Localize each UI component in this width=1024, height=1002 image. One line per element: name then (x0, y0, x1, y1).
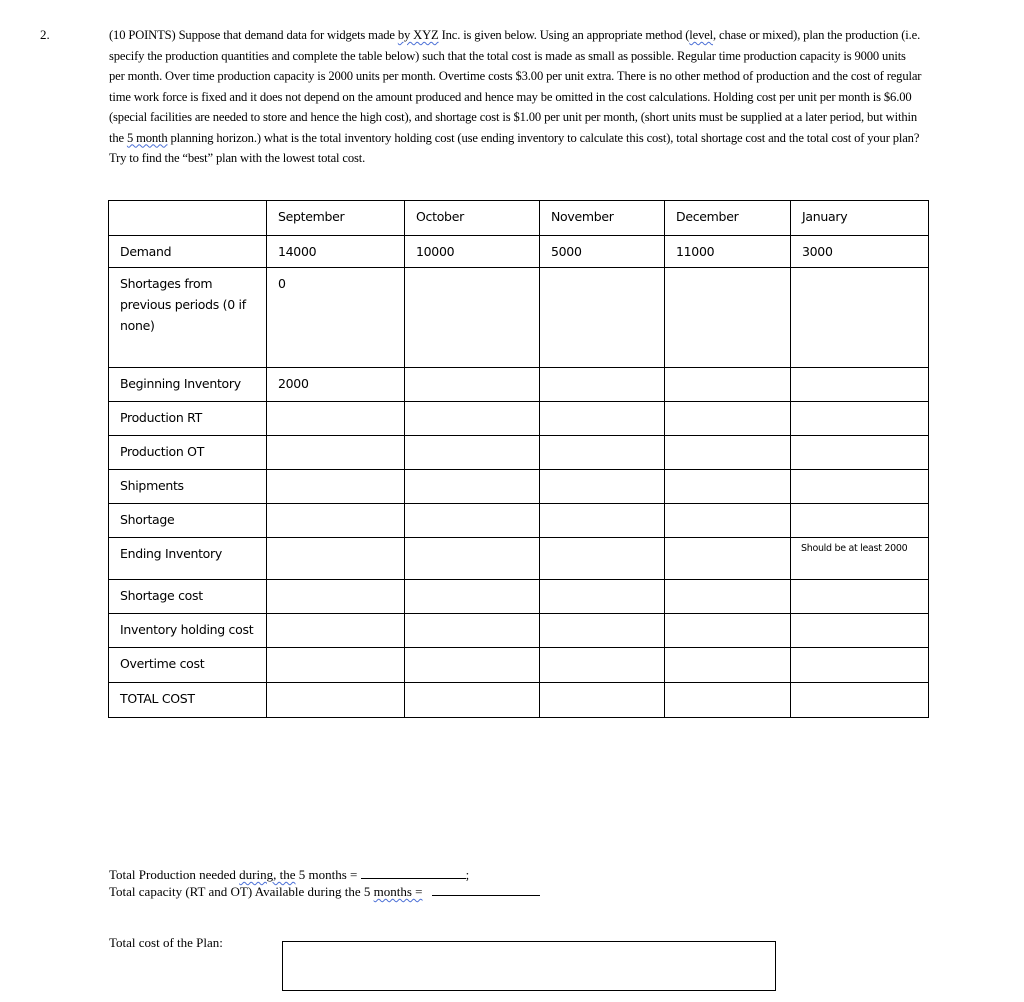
table-cell[interactable] (665, 538, 791, 580)
table-cell[interactable] (405, 648, 540, 683)
table-cell[interactable] (791, 268, 929, 368)
row-label: Shipments (109, 470, 267, 504)
production-plan-table (108, 200, 929, 718)
row-label: Shortages from previous periods (0 if none) (109, 268, 267, 368)
table-cell[interactable] (791, 470, 929, 504)
table-cell[interactable] (665, 470, 791, 504)
table-cell[interactable]: 3000 (791, 236, 929, 268)
month-header: December (665, 201, 791, 236)
total-production-blank[interactable] (361, 866, 466, 879)
table-row (109, 368, 929, 402)
table-cell[interactable] (665, 268, 791, 368)
row-label: Inventory holding cost (109, 614, 267, 648)
table-row (109, 470, 929, 504)
table-cell[interactable] (540, 504, 665, 538)
table-cell[interactable] (267, 470, 405, 504)
table-row (109, 436, 929, 470)
table-cell[interactable] (405, 436, 540, 470)
table-cell[interactable] (791, 368, 929, 402)
table-row (109, 683, 929, 718)
table-row (109, 580, 929, 614)
table-cell[interactable]: Should be at least 2000 (791, 538, 929, 580)
table-row (109, 538, 929, 580)
table-cell[interactable] (540, 436, 665, 470)
table-cell[interactable]: 14000 (267, 236, 405, 268)
text: planning horizon.) what is the total inventory holding cost (use ending inventory to calculate this cost), total shortage cost and the total cost of your plan? Try to find the “best” plan with the lowest total cost. (109, 130, 920, 165)
table-cell[interactable] (665, 648, 791, 683)
table-cell[interactable] (540, 538, 665, 580)
table-cell[interactable] (791, 683, 929, 718)
question-text (109, 25, 924, 169)
month-header: September (267, 201, 405, 236)
row-label: Production RT (109, 402, 267, 436)
spellcheck-word: level (689, 28, 714, 42)
table-cell[interactable] (540, 648, 665, 683)
table-cell[interactable] (791, 504, 929, 538)
table-cell[interactable] (791, 436, 929, 470)
total-cost-label: Total cost of the Plan: (109, 935, 223, 950)
table-cell[interactable] (267, 614, 405, 648)
table-row (109, 268, 929, 368)
table-cell[interactable] (405, 368, 540, 402)
table-cell[interactable] (540, 368, 665, 402)
text: Total Production needed (109, 867, 240, 882)
text: ; (465, 867, 470, 882)
table-cell[interactable] (540, 402, 665, 436)
table-cell[interactable] (405, 683, 540, 718)
table-cell[interactable] (405, 538, 540, 580)
row-label: Overtime cost (109, 648, 267, 683)
table-cell[interactable] (267, 538, 405, 580)
table-row (109, 402, 929, 436)
table-row (109, 614, 929, 648)
table-cell[interactable] (665, 683, 791, 718)
table-cell[interactable]: 2000 (267, 368, 405, 402)
table-cell[interactable] (267, 436, 405, 470)
month-header: November (540, 201, 665, 236)
text: (10 POINTS) Suppose that demand data for widgets made (109, 28, 398, 42)
spellcheck-word: during, the (239, 867, 296, 882)
table-cell[interactable] (665, 614, 791, 648)
table-cell[interactable] (405, 402, 540, 436)
table-cell[interactable] (665, 504, 791, 538)
table-cell[interactable] (665, 368, 791, 402)
text: Inc. is given below. Using an appropriate method ( (438, 28, 690, 42)
row-label: Production OT (109, 436, 267, 470)
row-label: Shortage cost (109, 580, 267, 614)
total-capacity-blank[interactable] (432, 883, 540, 896)
row-label: Shortage (109, 504, 267, 538)
table-cell[interactable] (791, 648, 929, 683)
table-cell[interactable] (405, 470, 540, 504)
total-capacity-line (109, 883, 540, 900)
table-row (109, 504, 929, 538)
spellcheck-word: 5 month (126, 130, 168, 145)
table-cell[interactable] (267, 504, 405, 538)
table-cell[interactable] (540, 268, 665, 368)
header-row (109, 201, 929, 236)
table-cell[interactable] (267, 402, 405, 436)
corner-cell (109, 201, 267, 236)
row-label: Demand (109, 236, 267, 268)
table-cell[interactable] (405, 614, 540, 648)
table-cell[interactable]: 0 (267, 268, 405, 368)
table-row (109, 648, 929, 683)
table-cell[interactable] (405, 268, 540, 368)
table-cell[interactable] (405, 580, 540, 614)
table-cell[interactable] (267, 683, 405, 718)
month-header: January (791, 201, 929, 236)
total-production-line (109, 866, 469, 883)
table-cell[interactable] (540, 470, 665, 504)
spellcheck-word: months = (373, 884, 423, 899)
total-cost-box[interactable] (282, 941, 776, 991)
table-cell[interactable] (267, 648, 405, 683)
table-cell[interactable]: 11000 (665, 236, 791, 268)
table-cell[interactable] (665, 580, 791, 614)
row-label: TOTAL COST (109, 683, 267, 718)
text: , chase or mixed), plan the production (i.e. specify the production quantities and complete the table below) such that the total cost is made as small as possible. Regular time production capacity is 9000 units per month. Over time production capacity is 2000 units per month. Overtime costs $3.00 per unit extra. There is no other method of production and the cost of regular time work force is fixed and it does not depend on the amount produced and hence may be omitted in the cost calculations. Holding cost per unit per month is $6.00 (special facilities are needed to store and hence the high cost), and shortage cost is $1.00 per unit per month, (short units must be supplied at a later period, but within the (109, 28, 922, 145)
table-cell[interactable] (405, 504, 540, 538)
text: 5 months = (295, 867, 361, 882)
table-cell[interactable]: 5000 (540, 236, 665, 268)
question-number: 2. (40, 27, 50, 42)
month-header: October (405, 201, 540, 236)
row-label: Ending Inventory (109, 538, 267, 580)
spellcheck-word: by XYZ (397, 28, 439, 42)
table-cell[interactable] (267, 580, 405, 614)
table-cell[interactable] (665, 402, 791, 436)
text: Total capacity (RT and OT) Available during the 5 (109, 884, 374, 899)
row-label: Beginning Inventory (109, 368, 267, 402)
table-cell[interactable] (665, 436, 791, 470)
table-cell[interactable] (791, 580, 929, 614)
table-cell[interactable] (540, 580, 665, 614)
table-cell[interactable] (791, 614, 929, 648)
table-cell[interactable] (540, 683, 665, 718)
table-row (109, 236, 929, 268)
table-cell[interactable]: 10000 (405, 236, 540, 268)
table-cell[interactable] (791, 402, 929, 436)
table-cell[interactable] (540, 614, 665, 648)
